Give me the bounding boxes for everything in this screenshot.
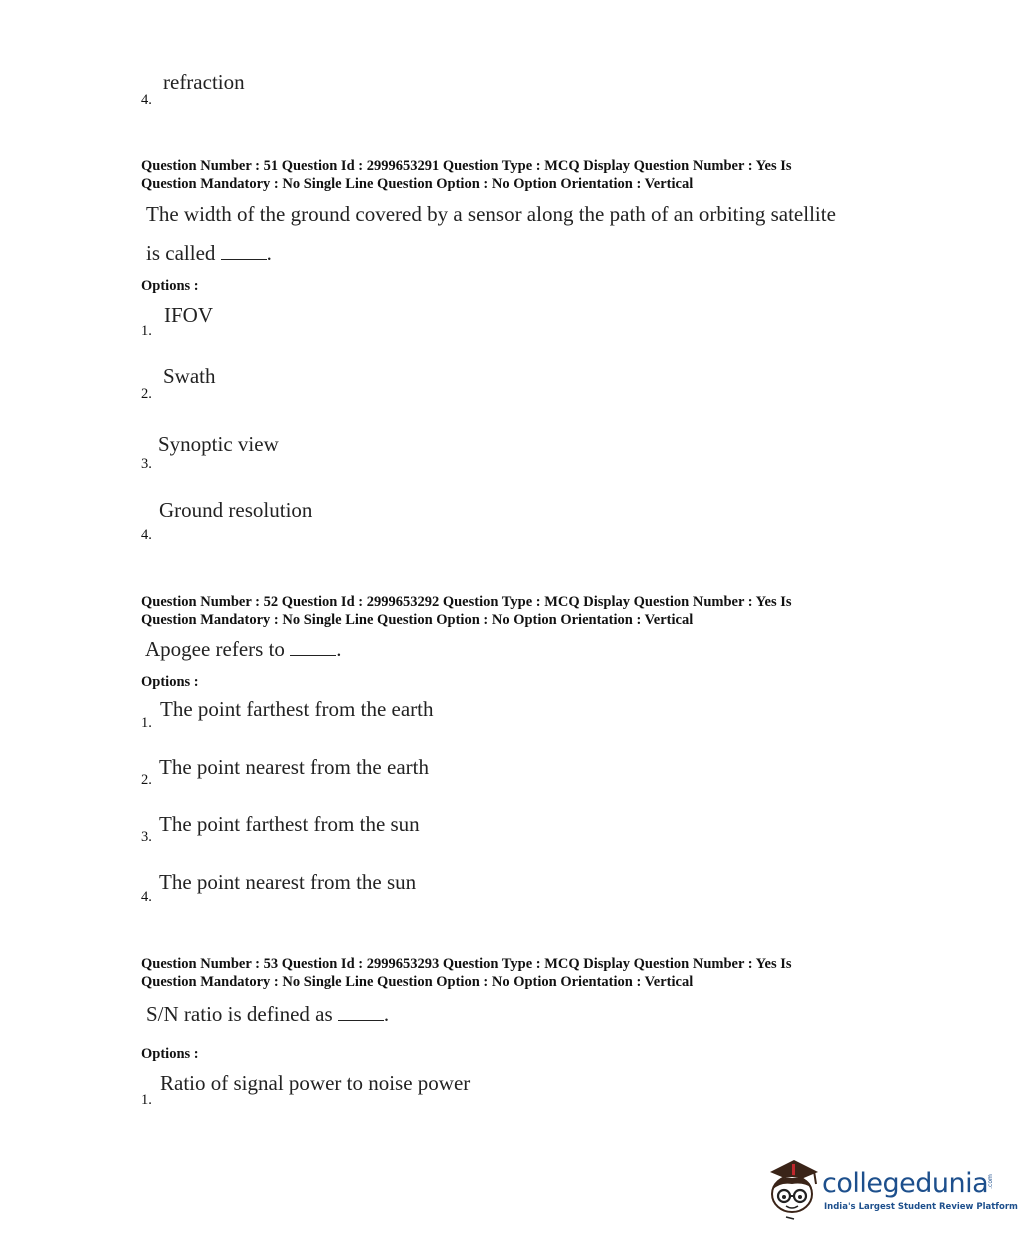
option-number: 2. xyxy=(141,386,152,402)
option-text: Ratio of signal power to noise power xyxy=(160,1071,471,1095)
prev-option-number: 4. xyxy=(141,92,152,108)
option-text: Ground resolution xyxy=(159,498,313,522)
question-meta-line: Question Mandatory : No Single Line Question Option : No Option Orientation : Vertical xyxy=(141,612,694,628)
option-number: 1. xyxy=(141,1092,152,1108)
question-52-meta xyxy=(141,593,901,629)
question-stem-line: is called . xyxy=(146,241,272,265)
option-text: Synoptic view xyxy=(158,432,279,456)
prev-option-text: refraction xyxy=(163,70,245,94)
answer-blank xyxy=(290,637,336,656)
answer-blank xyxy=(221,241,267,260)
question-51-stem xyxy=(146,195,836,273)
option-text: IFOV xyxy=(164,303,214,327)
question-meta-line: Question Mandatory : No Single Line Question Option : No Option Orientation : Vertical xyxy=(141,974,694,990)
question-meta-line: Question Number : 52 Question Id : 2999653292 Question Type : MCQ Display Question Number : Yes Is xyxy=(141,594,792,610)
option-number: 3. xyxy=(141,456,152,472)
answer-blank xyxy=(338,1002,384,1021)
options-label: Options : xyxy=(141,1046,199,1062)
option-number: 4. xyxy=(141,889,152,905)
logo-wordmark: collegedunia xyxy=(822,1168,989,1199)
option-number: 3. xyxy=(141,829,152,845)
question-53-stem: S/N ratio is defined as . xyxy=(146,1002,390,1026)
question-51-meta xyxy=(141,157,901,193)
mascot-icon xyxy=(764,1156,824,1222)
option-text: Swath xyxy=(163,364,216,388)
option-text: The point farthest from the earth xyxy=(160,697,434,721)
option-text: The point nearest from the sun xyxy=(159,870,417,894)
logo-domain: .com xyxy=(986,1174,994,1189)
options-label: Options : xyxy=(141,278,199,294)
option-number: 2. xyxy=(141,772,152,788)
question-meta-line: Question Mandatory : No Single Line Question Option : No Option Orientation : Vertical xyxy=(141,176,694,192)
question-meta-line: Question Number : 53 Question Id : 2999653293 Question Type : MCQ Display Question Number : Yes Is xyxy=(141,956,792,972)
option-number: 1. xyxy=(141,323,152,339)
question-meta-line: Question Number : 51 Question Id : 2999653291 Question Type : MCQ Display Question Number : Yes Is xyxy=(141,158,792,174)
logo-tagline: India's Largest Student Review Platform xyxy=(824,1202,1018,1212)
options-label: Options : xyxy=(141,674,199,690)
option-number: 4. xyxy=(141,527,152,543)
question-53-meta xyxy=(141,955,901,991)
option-text: The point farthest from the sun xyxy=(159,812,420,836)
question-stem-line: The width of the ground covered by a sensor along the path of an orbiting satellite xyxy=(146,202,836,226)
option-number: 1. xyxy=(141,715,152,731)
option-text: The point nearest from the earth xyxy=(159,755,429,779)
question-52-stem: Apogee refers to . xyxy=(145,637,342,661)
